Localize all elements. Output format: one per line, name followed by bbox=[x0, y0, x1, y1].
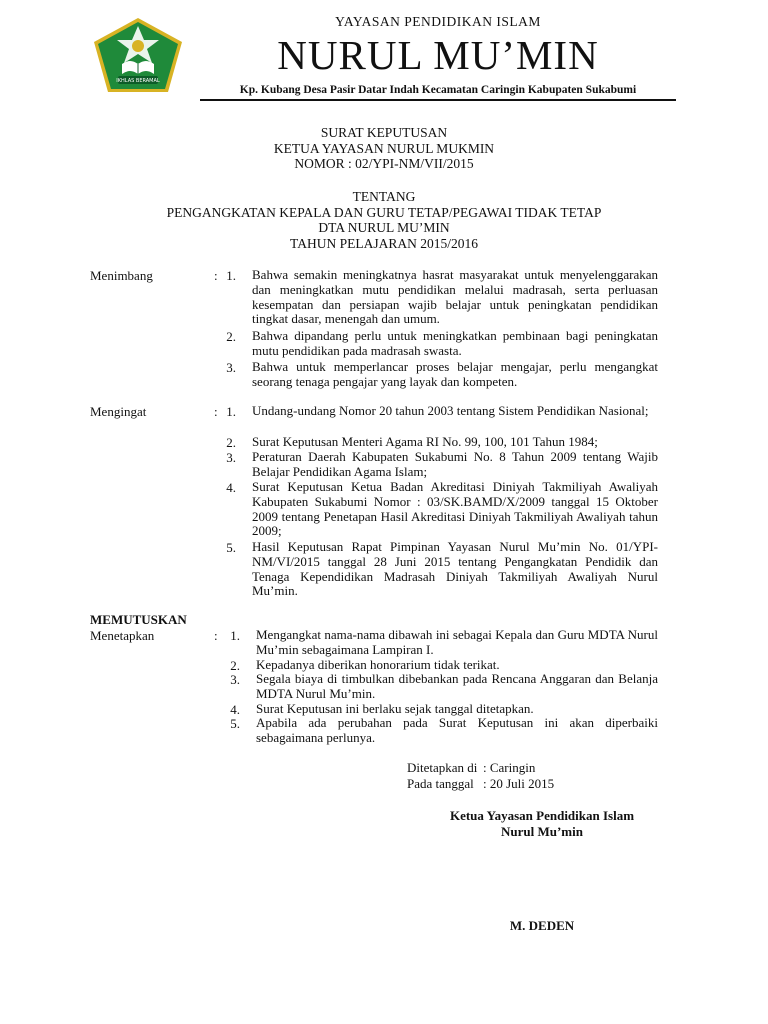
item-text: Surat Keputusan Ketua Badan Akreditasi Diniyah Takmiliyah Awaliyah Kabupaten Sukabumi Nomor : 03/SK.BAMD/X/2009 tanggal 15 Oktober 2009 tentang Penetapan Hasil Akreditasi Diniyah Takmiliyah Awaliyah tahun 2009; bbox=[252, 479, 658, 539]
decree-line-1: SURAT KEPUTUSAN bbox=[320, 125, 448, 140]
foundation-line: YAYASAN PENDIDIKAN ISLAM bbox=[335, 14, 541, 29]
section-label: Menetapkan bbox=[90, 628, 155, 643]
item-text: Bahwa semakin meningkatnya hasrat masyarakat untuk menyelenggarakan dan meningkatkan mutu pendidikan melalui madrasah, serta perluasan kesempatan dan persiapan wajib belajar untuk peningkatan pendidikan tingkat dasar, menengah dan umum. bbox=[252, 267, 658, 327]
decree-number: NOMOR : 02/YPI-NM/VII/2015 bbox=[294, 156, 474, 171]
decree-title bbox=[0, 125, 768, 172]
subject-line-4: TAHUN PELAJARAN 2015/2016 bbox=[290, 235, 478, 251]
item-number: 5. bbox=[226, 540, 236, 555]
item-number: 2. bbox=[226, 435, 236, 450]
logo-text: IKHLAS BERAMAL bbox=[116, 78, 160, 84]
decree-subject bbox=[0, 189, 768, 251]
organization-name: NURUL MU’MIN bbox=[277, 32, 599, 78]
item-number: 1. bbox=[230, 628, 240, 643]
item-text: Peraturan Daerah Kabupaten Sukabumi No. 8 Tahun 2009 tentang Wajib Belajar Pendidikan Agama Islam; bbox=[252, 449, 658, 479]
section-colon: : bbox=[214, 404, 218, 419]
item-number: 1. bbox=[226, 268, 236, 283]
letterhead bbox=[0, 0, 768, 104]
item-number: 5. bbox=[230, 716, 240, 731]
item-number: 3. bbox=[226, 360, 236, 375]
letterhead-divider bbox=[200, 99, 676, 101]
item-number: 4. bbox=[226, 480, 236, 495]
item-number: 3. bbox=[230, 672, 240, 687]
subject-line-1: TENTANG bbox=[352, 189, 416, 204]
item-text: Segala biaya di timbulkan dibebankan pada Rencana Anggaran dan Belanja MDTA Nurul Mu’min. bbox=[256, 671, 658, 701]
foundation-logo bbox=[92, 16, 184, 94]
place-value: : Caringin bbox=[483, 760, 536, 775]
item-text: Mengangkat nama-nama dibawah ini sebagai Kepala dan Guru MDTA Nurul Mu’min sebagaimana Lampiran I. bbox=[256, 627, 658, 657]
item-text: Surat Keputusan ini berlaku sejak tanggal ditetapkan. bbox=[256, 701, 534, 716]
date-value: : 20 Juli 2015 bbox=[483, 776, 555, 791]
date-row bbox=[0, 776, 768, 796]
memutuskan-heading: MEMUTUSKAN bbox=[90, 612, 187, 627]
item-text: Bahwa untuk memperlancar proses belajar mengajar, perlu mengangkat seorang tenaga pengajar yang layak dan kompeten. bbox=[252, 359, 658, 389]
item-text: Kepadanya diberikan honorarium tidak terikat. bbox=[256, 657, 500, 672]
date-label: Pada tanggal bbox=[407, 776, 474, 791]
item-number: 1. bbox=[226, 404, 236, 419]
subject-line-3: DTA NURUL MU’MIN bbox=[318, 220, 450, 235]
signatory-title: Ketua Yayasan Pendidikan Islam bbox=[449, 808, 635, 823]
signatory-name: M. DEDEN bbox=[509, 918, 575, 933]
item-number: 2. bbox=[226, 329, 236, 344]
item-text: Bahwa dipandang perlu untuk meningkatkan pembinaan bagi peningkatan mutu pendidikan pada madrasah swasta. bbox=[252, 328, 658, 358]
subject-line-2: PENGANGKATAN KEPALA DAN GURU TETAP/PEGAWAI TIDAK TETAP bbox=[166, 204, 602, 220]
section-label: Menimbang bbox=[90, 268, 153, 283]
item-text: Hasil Keputusan Rapat Pimpinan Yayasan Nurul Mu’min No. 01/YPI-NM/VI/2015 tanggal 28 Juni 2015 tentang Pengangkatan Pendidik dan Tenaga Kependidikan Madrasah Diniyah Takmiliyah Awaliyah Nurul Mu’min. bbox=[252, 539, 658, 599]
item-number: 3. bbox=[226, 450, 236, 465]
item-number: 4. bbox=[230, 702, 240, 717]
item-text: Surat Keputusan Menteri Agama RI No. 99, 100, 101 Tahun 1984; bbox=[252, 434, 598, 449]
decree-line-2: KETUA YAYASAN NURUL MUKMIN bbox=[273, 140, 495, 156]
item-number: 2. bbox=[230, 658, 240, 673]
section-colon: : bbox=[214, 268, 218, 283]
item-text: Undang-undang Nomor 20 tahun 2003 tentang Sistem Pendidikan Nasional; bbox=[252, 403, 649, 418]
signatory-organization: Nurul Mu’min bbox=[501, 824, 583, 839]
place-label: Ditetapkan di bbox=[407, 760, 478, 775]
section-colon: : bbox=[214, 628, 218, 643]
organization-address: Kp. Kubang Desa Pasir Datar Indah Kecamatan Caringin Kabupaten Sukabumi bbox=[239, 84, 637, 96]
item-text: Apabila ada perubahan pada Surat Keputusan ini akan diperbaiki sebagaimana perlunya. bbox=[256, 715, 658, 745]
section-label: Mengingat bbox=[90, 404, 147, 419]
